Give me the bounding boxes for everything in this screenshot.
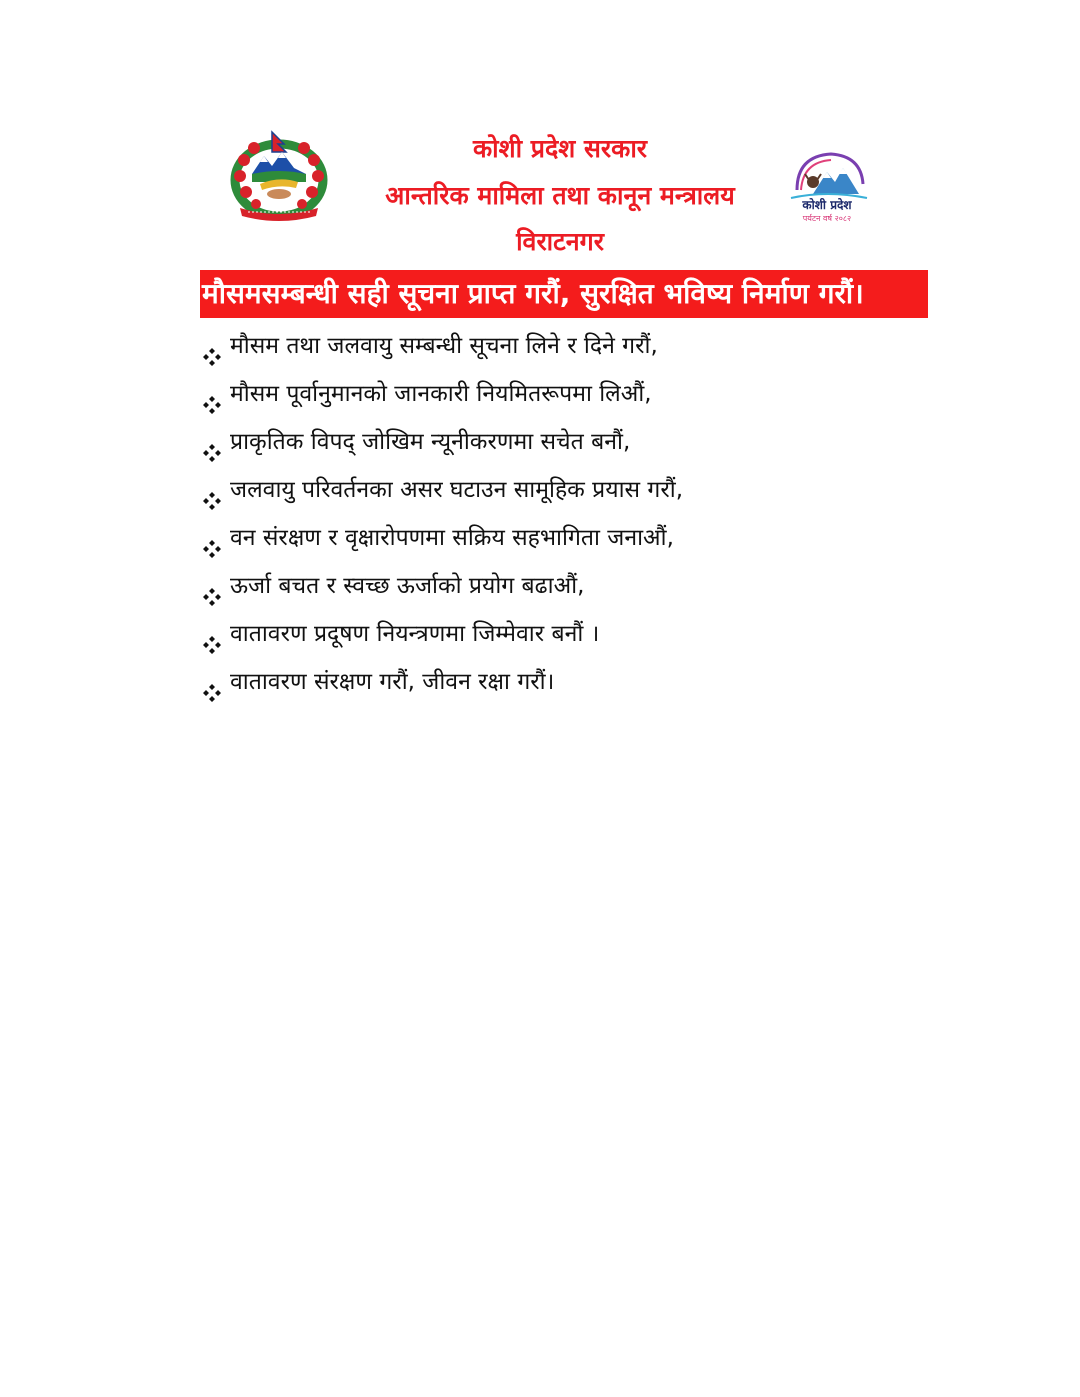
list-item xyxy=(200,562,900,610)
four-diamond-bullet-icon xyxy=(202,480,222,500)
four-diamond-bullet-icon xyxy=(202,336,222,356)
advice-list xyxy=(200,322,900,706)
logo-province-name: कोशी प्रदेश xyxy=(802,198,852,212)
list-item-text: वन संरक्षण र वृक्षारोपणमा सक्रिय सहभागिता जनाऔं, xyxy=(230,525,674,551)
government-title: कोशी प्रदेश सरकार xyxy=(472,134,648,163)
list-item-text: वातावरण प्रदूषण नियन्त्रणमा जिम्मेवार बनौं । xyxy=(230,621,600,647)
ministry-title: आन्तरिक मामिला तथा कानून मन्त्रालय xyxy=(385,181,735,210)
list-item xyxy=(200,658,900,706)
list-item xyxy=(200,370,900,418)
list-item-text: प्राकृतिक विपद् जोखिम न्यूनीकरणमा सचेत बनौं, xyxy=(230,429,631,455)
koshi-province-tourism-logo-icon xyxy=(783,150,871,230)
logo-subtitle: पर्यटन वर्ष २०८२ xyxy=(802,214,852,223)
list-item xyxy=(200,322,900,370)
four-diamond-bullet-icon xyxy=(202,384,222,404)
four-diamond-bullet-icon xyxy=(202,576,222,596)
list-item-text: जलवायु परिवर्तनका असर घटाउन सामूहिक प्रयास गरौं, xyxy=(230,477,684,503)
list-item xyxy=(200,514,900,562)
list-item-text: वातावरण संरक्षण गरौं, जीवन रक्षा गरौं। xyxy=(230,669,555,695)
list-item-text: ऊर्जा बचत र स्वच्छ ऊर्जाको प्रयोग बढाऔं, xyxy=(230,573,585,599)
list-item xyxy=(200,418,900,466)
list-item xyxy=(200,466,900,514)
list-item xyxy=(200,610,900,658)
four-diamond-bullet-icon xyxy=(202,528,222,548)
list-item-text: मौसम पूर्वानुमानको जानकारी नियमितरूपमा लिऔं, xyxy=(230,381,652,407)
slogan-banner: मौसमसम्बन्धी सही सूचना प्राप्त गरौं, सुरक्षित भविष्य निर्माण गरौं। xyxy=(200,270,928,318)
city-title: विराटनगर xyxy=(516,227,604,256)
nepal-government-emblem-icon xyxy=(228,130,330,222)
four-diamond-bullet-icon xyxy=(202,624,222,644)
four-diamond-bullet-icon xyxy=(202,672,222,692)
four-diamond-bullet-icon xyxy=(202,432,222,452)
list-item-text: मौसम तथा जलवायु सम्बन्धी सूचना लिने र दिने गरौं, xyxy=(230,333,658,359)
